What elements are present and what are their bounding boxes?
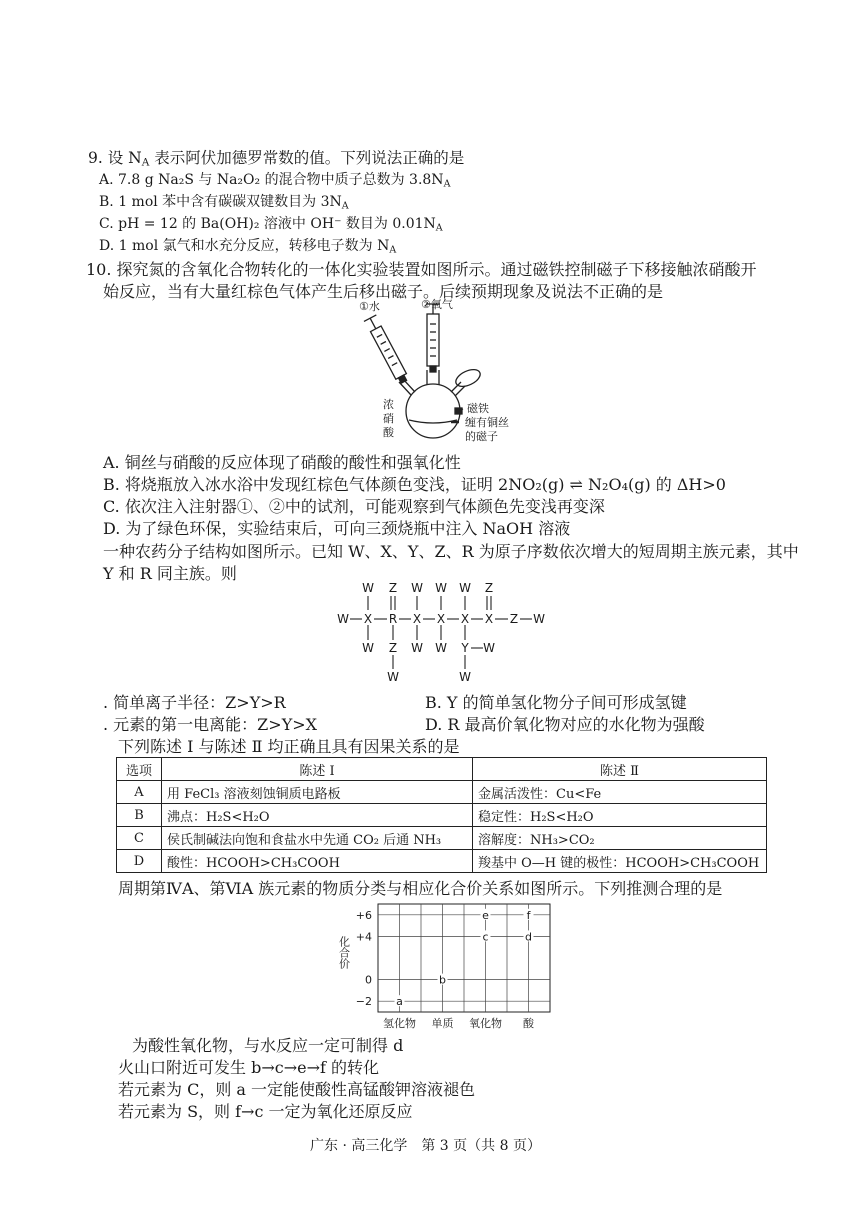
label-acid-3: 酸: [383, 426, 394, 439]
x-category-label: 氧化物: [469, 1017, 502, 1030]
three-neck-flask: [406, 384, 460, 438]
table-row: [117, 804, 767, 827]
q12-table: [116, 757, 767, 873]
point-b: b: [439, 973, 446, 987]
table-row: [117, 781, 767, 804]
svg-text:Z: Z: [388, 641, 398, 655]
q11-stem-line1: 一种农药分子结构如图所示。已知 W、X、Y、Z、R 为原子序数依次增大的短周期主族元素，其中: [103, 542, 799, 561]
svg-text:X: X: [484, 612, 494, 626]
label-stirrer-1: 缠有铜丝: [465, 416, 509, 429]
point-d: d: [525, 930, 532, 944]
row-b-option: B: [117, 804, 162, 827]
svg-text:Z: Z: [509, 612, 519, 626]
x-category-label: 酸: [523, 1017, 534, 1030]
x-category-label: 氢化物: [383, 1017, 416, 1030]
table-header-row: [117, 758, 767, 781]
y-tick-label: +4: [355, 930, 372, 944]
svg-text:W: W: [362, 641, 374, 655]
q13-option-c: 若元素为 C，则 a 一定能使酸性高锰酸钾溶液褪色: [118, 1080, 476, 1099]
y-axis-label: 化合价: [337, 936, 351, 969]
y-tick-label: −2: [355, 995, 372, 1009]
table-row: [117, 827, 767, 850]
header-option: 选项: [117, 758, 162, 781]
svg-text:X: X: [363, 612, 373, 626]
row-b-statement-2: 稳定性：H₂S<H₂O: [473, 804, 767, 827]
row-d-option: D: [117, 850, 162, 873]
apparatus-figure: [355, 296, 525, 446]
syringe-2: [426, 304, 440, 372]
label-stirrer-2: 的磁子: [465, 430, 498, 443]
svg-text:X: X: [412, 612, 422, 626]
q9-stem: 9. 设 $N_A$ 表示阿伏加德罗常数的值。下列说法正确的是: [88, 149, 465, 169]
svg-text:X: X: [460, 612, 470, 626]
svg-text:X: X: [436, 612, 446, 626]
q10-option-a: A. 铜丝与硝酸的反应体现了硝酸的酸性和强氧化性: [103, 453, 461, 472]
q13-option-d: 若元素为 S，则 f→c 一定为氧化还原反应: [118, 1102, 413, 1121]
svg-text:W: W: [483, 641, 495, 655]
q13-stem: 周期第ⅣA、第ⅥA 族元素的物质分类与相应化合价关系如图所示。下列推测合理的是: [118, 879, 723, 898]
svg-text:Z: Z: [388, 581, 398, 595]
point-a: a: [396, 995, 403, 1009]
balloon: [453, 366, 482, 390]
valence-chart: [330, 896, 560, 1032]
svg-text:W: W: [362, 581, 374, 595]
table-row: [117, 850, 767, 873]
svg-text:W: W: [411, 581, 423, 595]
point-f: f: [526, 908, 531, 922]
row-c-option: C: [117, 827, 162, 850]
header-statement-2: 陈述 Ⅱ: [473, 758, 767, 781]
q11-stem-line2: Y 和 R 同主族。则: [103, 564, 237, 583]
q9-option-d: D. 1 mol 氯气和水充分反应，转移电子数为 $N_A$: [99, 238, 397, 256]
row-d-statement-1: 酸性：HCOOH>CH₃COOH: [162, 850, 473, 873]
row-a-statement-2: 金属活泼性：Cu<Fe: [473, 781, 767, 804]
svg-text:Y: Y: [461, 641, 469, 655]
point-c: c: [482, 930, 489, 944]
magnet-block: [455, 408, 462, 414]
svg-text:W: W: [337, 612, 349, 626]
svg-text:W: W: [411, 641, 423, 655]
q10-stem-line1: 10. 探究氮的含氧化合物转化的一体化实验装置如图所示。通过磁铁控制磁子下移接触浓硝酸开: [86, 260, 757, 279]
y-tick-label: 0: [365, 973, 372, 987]
q12-stem: 下列陈述 Ⅰ 与陈述 Ⅱ 均正确且具有因果关系的是: [118, 737, 460, 756]
q9-option-c: C. pH = 12 的 Ba(OH)₂ 溶液中 OH⁻ 数目为 $0.01N_A$: [99, 216, 443, 234]
point-e: e: [482, 908, 489, 922]
molecule-structure: [335, 581, 550, 686]
svg-text:W: W: [387, 670, 399, 684]
row-c-statement-1: 侯氏制碱法向饱和食盐水中先通 CO₂ 后通 NH₃: [162, 827, 473, 850]
label-syringe1: ①水: [359, 300, 380, 313]
svg-text:W: W: [533, 612, 545, 626]
q11-option-b: B. Y 的简单氢化物分子间可形成氢键: [425, 693, 687, 712]
label-syringe2: ②氧气: [421, 298, 453, 311]
label-magnet: 磁铁: [467, 402, 489, 415]
x-category-label: 单质: [431, 1017, 454, 1030]
row-a-option: A: [117, 781, 162, 804]
q10-option-d: D. 为了绿色环保，实验结束后，可向三颈烧瓶中注入 NaOH 溶液: [103, 519, 571, 538]
label-acid-2: 硝: [383, 412, 394, 425]
svg-text:W: W: [435, 581, 447, 595]
q11-option-a: . 简单离子半径：Z>Y>R: [103, 693, 286, 712]
q10-option-c: C. 依次注入注射器①、②中的试剂，可能观察到气体颜色先变浅再变深: [103, 497, 605, 516]
row-d-statement-2: 羧基中 O—H 键的极性：HCOOH>CH₃COOH: [473, 850, 767, 873]
label-acid-1: 浓: [383, 398, 394, 411]
row-a-statement-1: 用 FeCl₃ 溶液刻蚀铜质电路板: [162, 781, 473, 804]
q11-option-d: D. R 最高价氧化物对应的水化物为强酸: [425, 715, 705, 734]
q10-stem-line2: 始反应，当有大量红棕色气体产生后移出磁子。后续预期现象及说法不正确的是: [103, 282, 664, 301]
q13-option-a: 为酸性氧化物，与水反应一定可制得 d: [132, 1036, 404, 1055]
q10-option-b: B. 将烧瓶放入冰水浴中发现红棕色气体颜色变浅，证明 2NO₂(g) ⇌ N₂O₄(g) 的 ΔH>0: [103, 475, 726, 494]
svg-text:R: R: [388, 612, 398, 626]
q13-option-b: 火山口附近可发生 b→c→e→f 的转化: [118, 1058, 379, 1077]
svg-text:W: W: [459, 581, 471, 595]
y-tick-label: +6: [355, 908, 372, 922]
q9-option-b: B. 1 mol 苯中含有碳碳双键数目为 $3N_A$: [99, 194, 349, 212]
row-c-statement-2: 溶解度：NH₃>CO₂: [473, 827, 767, 850]
svg-text:Z: Z: [484, 581, 494, 595]
q9-option-a: A. 7.8 g Na₂S 与 Na₂O₂ 的混合物中质子总数为 $3.8N_A$: [99, 172, 451, 190]
row-b-statement-1: 沸点：H₂S<H₂O: [162, 804, 473, 827]
svg-text:W: W: [459, 670, 471, 684]
syringe-1: [364, 315, 410, 385]
page-footer: 广东 · 高三化学 第 3 页（共 8 页）: [310, 1138, 541, 1154]
q11-option-c: . 元素的第一电离能：Z>Y>X: [103, 715, 318, 734]
svg-text:W: W: [435, 641, 447, 655]
header-statement-1: 陈述 Ⅰ: [162, 758, 473, 781]
